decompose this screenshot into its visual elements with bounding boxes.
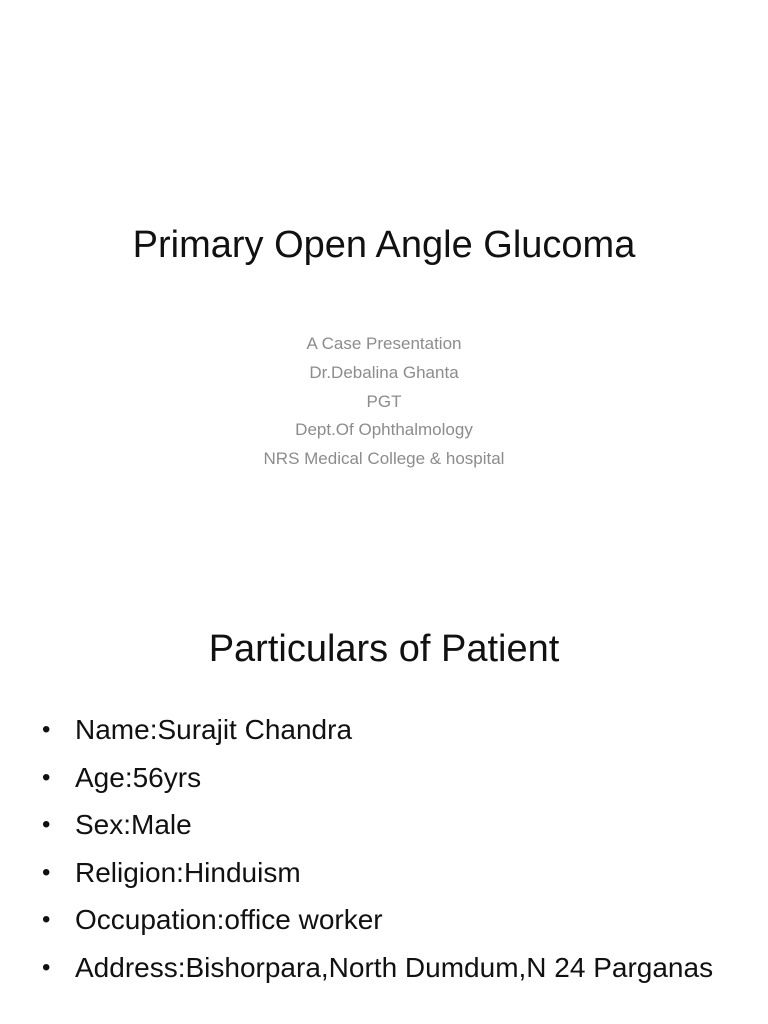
list-item-text: Age:56yrs — [75, 761, 202, 793]
patient-details-list — [42, 714, 742, 999]
subtitle-line-institution: NRS Medical College & hospital — [263, 449, 505, 469]
bullet-icon: • — [42, 811, 51, 838]
list-item-text: Religion:Hinduism — [75, 856, 301, 888]
list-item-name — [42, 714, 742, 746]
subtitle-line-designation: PGT — [366, 391, 402, 411]
presentation-title: Primary Open Angle Glucoma — [132, 224, 636, 266]
slide-patient-particulars — [0, 576, 768, 1024]
list-item-address — [42, 952, 742, 984]
subtitle-block — [0, 330, 768, 474]
slide-heading: Particulars of Patient — [208, 628, 560, 670]
list-item-religion — [42, 857, 742, 889]
list-item-sex — [42, 809, 742, 841]
bullet-icon: • — [42, 763, 51, 791]
bullet-icon: • — [42, 953, 51, 981]
list-item-text: Occupation:office worker — [75, 904, 383, 935]
bullet-icon: • — [42, 716, 51, 743]
subtitle-line-presenter: Dr.Debalina Ghanta — [309, 362, 459, 382]
bullet-icon: • — [42, 906, 51, 933]
list-item-text: Sex:Male — [75, 809, 192, 840]
subtitle-line-department: Dept.Of Ophthalmology — [295, 420, 473, 440]
subtitle-line-presentation-type: A Case Presentation — [306, 334, 462, 353]
list-item-text: Name:Surajit Chandra — [75, 714, 353, 745]
list-item-age — [42, 762, 742, 794]
bullet-icon: • — [42, 858, 51, 886]
list-item-text: Address:Bishorpara,North Dumdum,N 24 Parganas — [75, 951, 714, 983]
list-item-occupation — [42, 904, 742, 936]
